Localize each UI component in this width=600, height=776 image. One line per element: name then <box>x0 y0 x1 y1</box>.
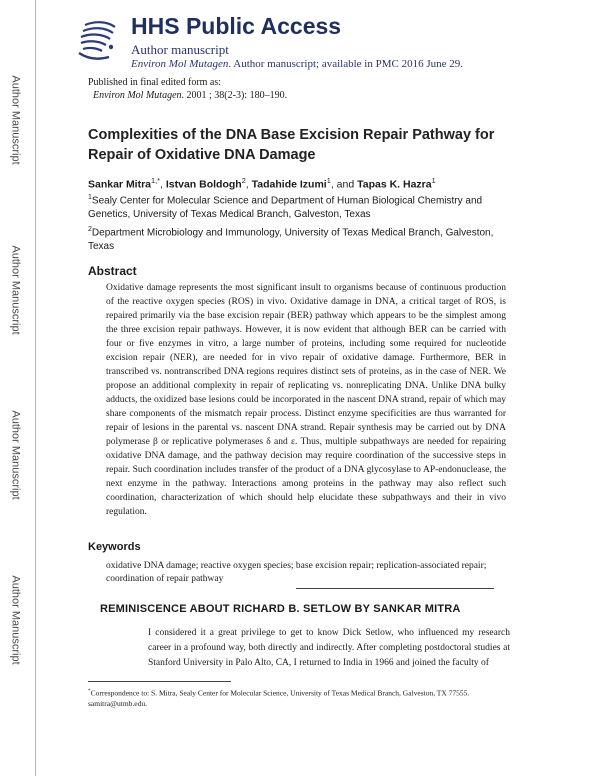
side-label-2: Author Manuscript <box>10 245 23 335</box>
side-label-4: Author Manuscript <box>10 575 23 665</box>
published-label: Published in final edited form as: <box>88 77 222 88</box>
citation: Environ Mol Mutagen. 2001 ; 38(2-3): 180–190. <box>93 90 288 101</box>
hhs-eagle-logo-icon <box>75 17 119 63</box>
side-label-1: Author Manuscript <box>10 75 23 165</box>
footnote-rule <box>88 681 231 682</box>
journal-name: Environ Mol Mutagen <box>131 58 229 70</box>
keywords-text: oxidative DNA damage; reactive oxygen species; base excision repair; replication-associated repair; coordination of repair pathway <box>106 561 487 584</box>
availability-line: Environ Mol Mutagen. Author manuscript; available in PMC 2016 June 29. <box>131 58 464 70</box>
author-name: Sankar Mitra <box>88 178 152 191</box>
affiliation-1: $^1$Sealy Center for Molecular Science and Department of Human Biological Chemistry and Genetics, University of Texas Medical Branch, Galveston, Texas <box>88 194 483 221</box>
margin-rule <box>35 0 36 776</box>
hhs-title: HHS Public Access <box>131 13 342 39</box>
section-body: I considered it a great privilege to get to know Dick Setlow, who influenced my research career in a profound way, both directly and indirectly. After completing postdoctoral studies at Stanford University in Palo Alto, CA, I returned to India in 1966 and joined the faculty of <box>148 628 510 668</box>
section-heading: REMINISCENCE ABOUT RICHARD B. SETLOW BY SANKAR MITRA <box>100 603 461 615</box>
author-manuscript-label: Author manuscript <box>131 42 229 57</box>
side-label-3: Author Manuscript <box>10 410 23 500</box>
author-name: Istvan Boldogh <box>165 178 242 191</box>
keywords-heading: Keywords <box>88 541 141 553</box>
author-name: Tapas K. Hazra <box>357 178 432 191</box>
article-title: Complexities of the DNA Base Excision Repair Pathway for Repair of Oxidative DNA Damage <box>88 127 495 163</box>
footnote: *Correspondence to: S. Mitra, Sealy Center for Molecular Science, University of Texas Medical Branch, Galveston, TX 77555. samitra@utmb.edu. <box>88 688 470 708</box>
affiliation-2: $^2$Department Microbiology and Immunology, University of Texas Medical Branch, Galveston, Texas <box>88 226 494 253</box>
author-name: Tadahide Izumi <box>251 178 327 191</box>
author-list: Sankar Mitra$^{1,*}$, Istvan Boldogh$^2$, Tadahide Izumi$^1$, and Tapas K. Hazra$^1$ <box>88 176 436 191</box>
abstract-text: Oxidative damage represents the most significant insult to organisms because of continuous production of the reactive oxygen species (ROS) in vivo. Oxidative damage in DNA, a critical target of ROS, is repaired primarily via the base excision repair (BER) pathway which appears to be the simplest among the three excision repair pathways. However, it is now evident that although BER can be carried with four or five enzymes in vitro, a large number of proteins, including some required for nucleotide excision repair (NER), are needed for in vivo repair of oxidative damage. Furthermore, BER in transcribed vs. nontranscribed DNA regions requires distinct sets of proteins, as in the case of NER. We propose an additional complexity in repair of replicating vs. nonreplicating DNA. Unlike DNA bulky adducts, the oxidized base lesions could be incorporated in the nascent DNA strand, repair of which may share components of the mismatch repair process. Distinct enzyme specificities are thus warranted for repair of lesions in the parental vs. nascent DNA strand. Repair synthesis may be carried out by DNA polymerase β or replicative polymerases δ and ε. Thus, multiple subpathways are needed for repairing oxidative DNA damage, and the pathway decision may require coordination of the successive steps in repair. Such coordination includes transfer of the product of a DNA glycosylase to AP-endonuclease, the next enzyme in the pathway. Interactions among proteins in the pathway may also reflect such coordination, characterization of which should help elucidate these subpathways and their in vivo regulation. <box>106 283 506 517</box>
citation-journal: Environ Mol Mutagen <box>93 90 182 101</box>
section-separator <box>296 588 494 589</box>
abstract-heading: Abstract <box>88 264 137 278</box>
